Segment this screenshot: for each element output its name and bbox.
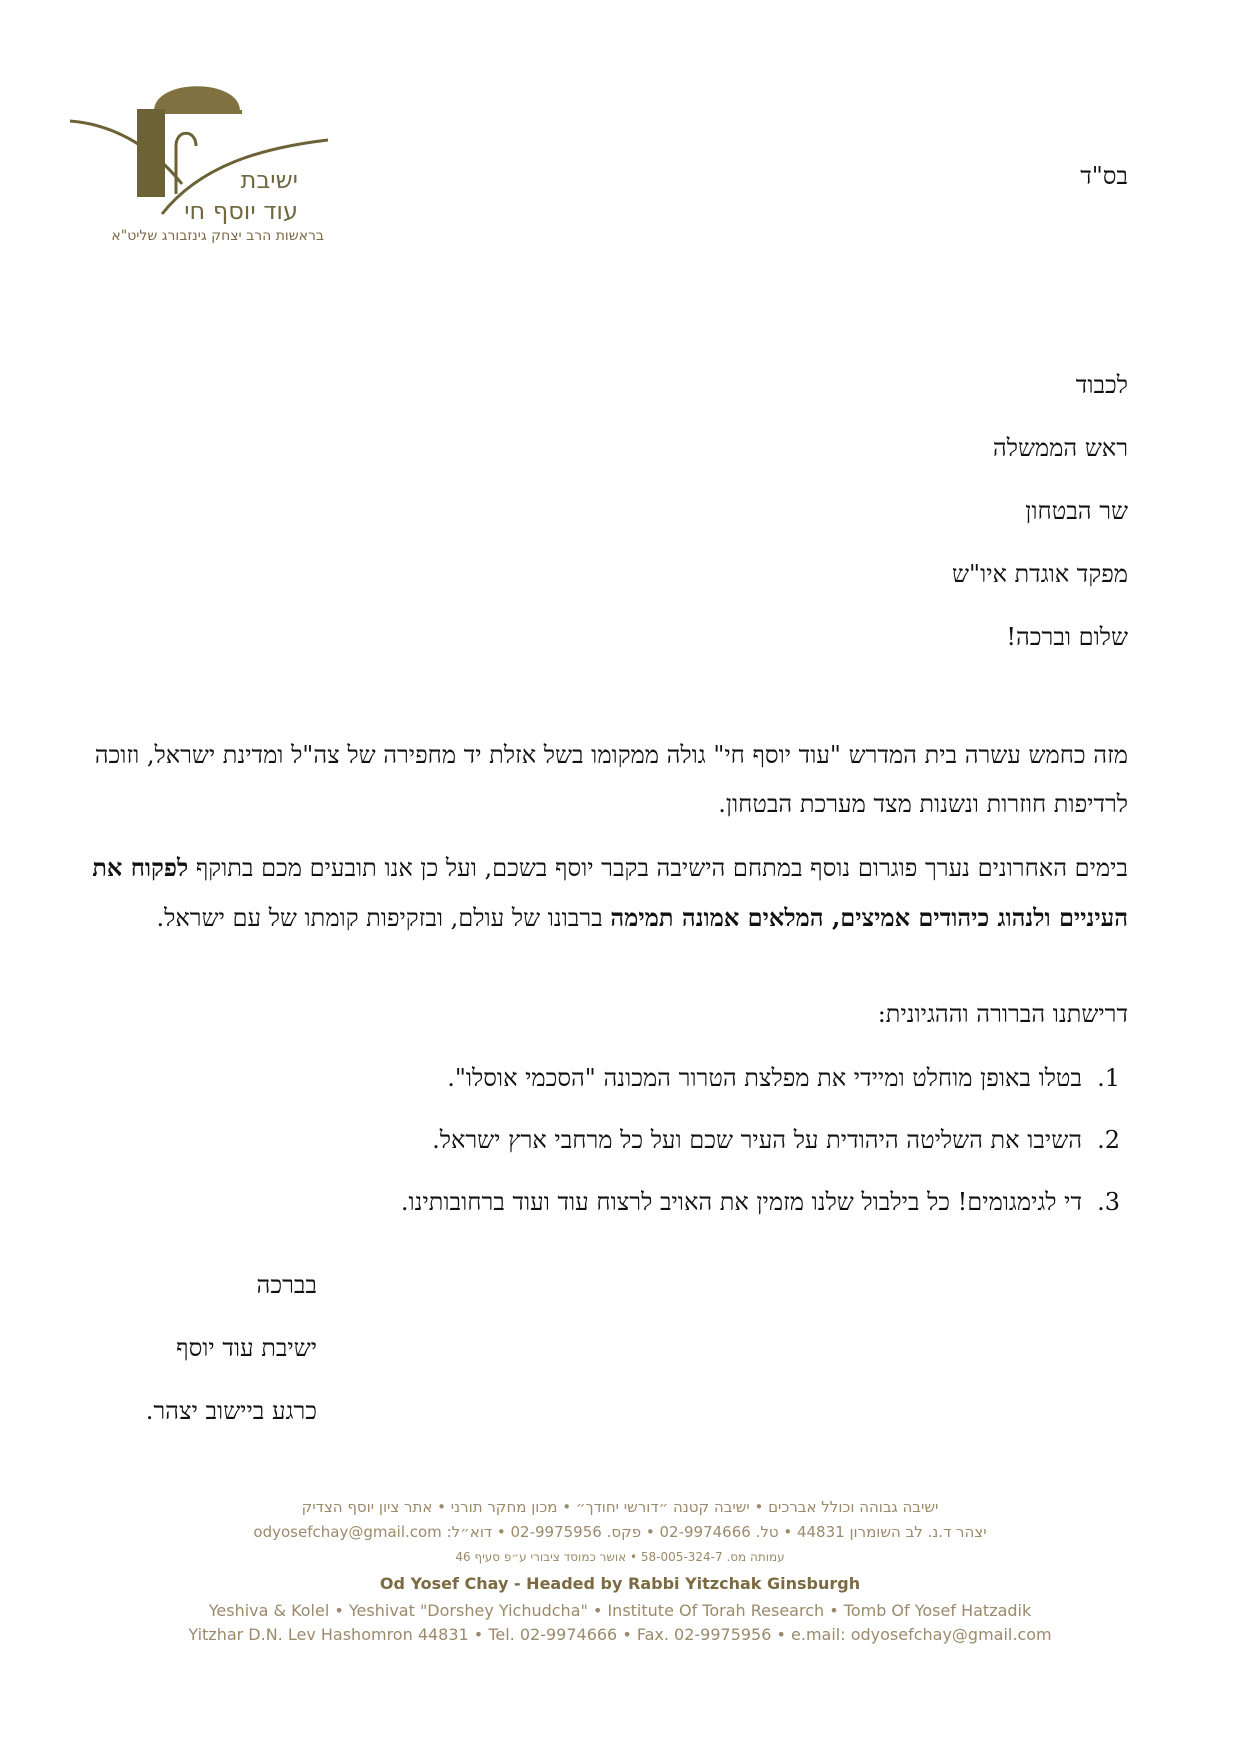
logo-name-line-1: ישיבת: [240, 166, 298, 194]
demand-text: השיבו את השליטה היהודית על העיר שכם ועל כל מרחבי ארץ ישראל.: [432, 1126, 1082, 1154]
body-paragraph-2-ending: ברבונו של עולם, ובזקיפות קומתו של עם ישראל.: [156, 904, 603, 932]
greeting-line: שלום וברכה!: [1006, 623, 1128, 651]
body-paragraph-2-text: בימים האחרונים נערך פוגרום נוסף במתחם הישיבה בקבר יוסף בשכם, ועל כן אנו תובעים מכם בתוקף: [195, 854, 1128, 882]
demand-list: [300, 1064, 1120, 1250]
demand-item: [300, 1188, 1120, 1250]
logo-headed-by: בראשות הרב יצחק גינזבורג שליט"א: [111, 228, 324, 244]
signoff-block: [57, 1254, 317, 1443]
footer-english-line-1: Yeshiva & Kolel • Yeshivat "Dorshey Yichudcha" • Institute Of Torah Research • Tomb Of Yosef Hatzadik: [208, 1601, 1032, 1620]
recipient-line: שר הבטחון: [1025, 497, 1128, 525]
demand-number: 2.: [1097, 1126, 1120, 1154]
recipients-block: [678, 354, 1128, 669]
signoff-line: ישיבת עוד יוסף: [176, 1334, 317, 1362]
footer-hebrew-line-3: עמותה מס. 58-005-324-7 • אושר כמוסד ציבורי ע״פ סעיף 46: [455, 1550, 785, 1564]
yeshiva-logo: [70, 74, 332, 254]
letter-body: [63, 731, 1128, 957]
body-paragraph-2-bold: לפקוח את העיניים ולנהוג כיהודים אמיצים, המלאים אמונה תמימה: [92, 853, 1128, 932]
demands-title: דרישתנו הברורה וההגיונית:: [877, 1000, 1128, 1028]
footer-english-line-2: Yitzhar D.N. Lev Hashomron 44831 • Tel. 02-9974666 • Fax. 02-9975956 • e.mail: odyosefchay@gmail.com: [188, 1625, 1052, 1644]
recipient-line: לכבוד: [1075, 371, 1128, 399]
signoff-line: בברכה: [256, 1271, 317, 1299]
demand-number: 3.: [1097, 1188, 1120, 1216]
footer-english-title: Od Yosef Chay - Headed by Rabbi Yitzchak Ginsburgh: [379, 1574, 861, 1593]
demand-text: בטלו באופן מוחלט ומיידי את מפלצת הטרור המכונה "הסכמי אוסלו".: [447, 1064, 1082, 1092]
demand-item: [300, 1126, 1120, 1188]
demand-number: 1.: [1097, 1064, 1120, 1092]
recipient-line: מפקד אוגדת איו"ש: [952, 560, 1128, 588]
footer-hebrew-line-1: ישיבה גבוהה וכולל אברכים • ישיבה קטנה ״דורשי יחודך״ • מכון מחקר תורני • אתר ציון יוסף הצדיק: [301, 1498, 939, 1516]
body-paragraph-1: מזה כחמש עשרה בית המדרש "עוד יוסף חי" גולה ממקומו בשל אזלת יד מחפירה של צה"ל ומדינת ישראל, וזוכה לרדיפות חוזרות ונשנות מצד מערכת הבטחון.: [94, 741, 1128, 818]
header-mark: בס"ד: [1080, 162, 1128, 190]
demand-text: די לגימגומים! כל בילבול שלנו מזמין את האויב לרצוח עוד ועוד ברחובותינו.: [400, 1188, 1082, 1216]
footer: [0, 1495, 1240, 1647]
demand-item: [300, 1064, 1120, 1126]
recipient-line: ראש הממשלה: [992, 434, 1128, 462]
footer-hebrew-line-2: יצהר ד.נ. לב השומרון 44831 • טל. 02-9974666 • פקס. 02-9975956 • דוא״ל: odyosefchay@gmail.com: [253, 1523, 987, 1541]
signoff-line: כרגע ביישוב יצהר.: [145, 1397, 317, 1425]
body-paragraph-2: [63, 843, 1128, 943]
logo-name-line-2: עוד יוסף חי: [184, 197, 298, 225]
